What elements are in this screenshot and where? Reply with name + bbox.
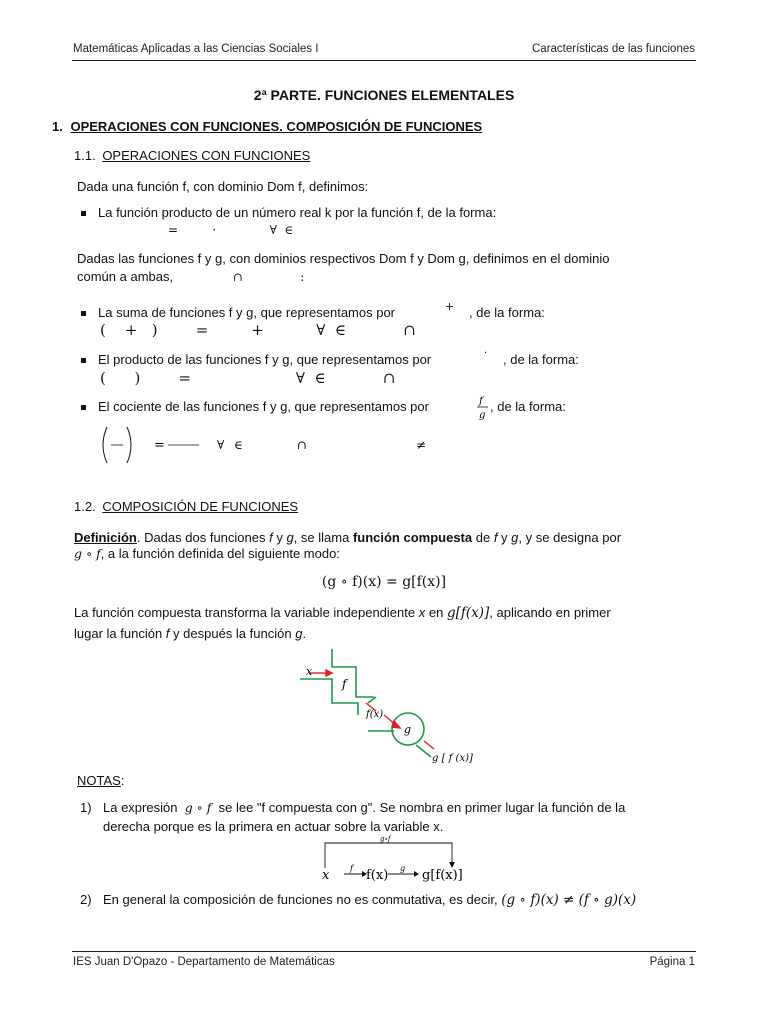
arrow-f-label: f bbox=[350, 864, 353, 873]
bullet-producto-real: La función producto de un número real k por la función f, de la forma: bbox=[98, 205, 497, 220]
arrow-x-label: x bbox=[322, 868, 330, 883]
nota-1-number: 1) bbox=[80, 800, 92, 815]
diagram-gfx-label: g [ f (x)] bbox=[432, 753, 473, 764]
bullet-cociente-end: , de la forma: bbox=[490, 399, 566, 414]
dadas-line-1: Dadas las funciones f y g, con dominios respectivos Dom f y Dom g, definimos en el dominio bbox=[77, 251, 610, 266]
transforma-text: lugar la función bbox=[74, 626, 163, 641]
formula-suma-remnant: ( + ) = + ∀ ∈ ∩ bbox=[100, 321, 416, 339]
definicion-line-2-text: , a la función definida del siguiente modo: bbox=[100, 546, 340, 561]
footer-right: Página 1 bbox=[649, 956, 695, 968]
nota-1-text: La expresión bbox=[103, 800, 178, 815]
bullet-marker bbox=[81, 358, 86, 363]
bullet-marker bbox=[81, 405, 86, 410]
formula-producto-remnant: ( ) = ∀ ∈ ∩ bbox=[100, 369, 396, 387]
definicion-line-2 bbox=[74, 546, 340, 561]
bullet-suma-end: , de la forma: bbox=[469, 305, 545, 320]
transforma-text: La función compuesta transforma la variable independiente bbox=[74, 605, 416, 620]
nota-1-text: se lee "f compuesta con g". Se nombra en primer lugar la función de la bbox=[218, 800, 626, 815]
definicion-text: . Dadas dos funciones bbox=[136, 530, 270, 545]
footer-rule bbox=[72, 951, 696, 952]
intro-paragraph: Dada una función f, con dominio Dom f, definimos: bbox=[77, 179, 369, 194]
svg-text:∈: ∈ bbox=[234, 438, 243, 452]
var-f: f bbox=[493, 530, 498, 545]
header-rule bbox=[72, 60, 696, 61]
expr-g-of-fx: g[f(x)] bbox=[446, 605, 490, 621]
funcion-compuesta-bold: función compuesta bbox=[352, 530, 473, 545]
definicion-text: , se llama bbox=[293, 530, 353, 545]
bullet-producto: El producto de las funciones f y g, que representamos por bbox=[98, 352, 432, 367]
section-1-number: 1. bbox=[52, 119, 63, 134]
var-x: x bbox=[418, 605, 426, 620]
definicion-paragraph bbox=[74, 530, 621, 545]
section-1-heading bbox=[52, 119, 482, 134]
subsection-1-2-number: 1.2. bbox=[74, 499, 96, 514]
svg-text:∀: ∀ bbox=[217, 438, 225, 452]
subsection-1-1-number: 1.1. bbox=[74, 148, 96, 163]
bullet-marker bbox=[81, 211, 86, 216]
notas-heading bbox=[77, 773, 124, 788]
svg-text:∩: ∩ bbox=[297, 438, 308, 452]
section-1-title: OPERACIONES CON FUNCIONES. COMPOSICIÓN DE FUNCIONES bbox=[70, 119, 483, 134]
arrow-fx-label: f(x) bbox=[366, 868, 389, 883]
var-g: g bbox=[286, 530, 294, 545]
formula-kf-remnant: = · ∀ ∈ bbox=[168, 223, 294, 237]
suma-plus-symbol: + bbox=[445, 300, 455, 313]
composition-arrow-diagram bbox=[318, 834, 478, 888]
svg-text:≠: ≠ bbox=[416, 438, 427, 452]
nota-1-line-2: derecha porque es la primera en actuar sobre la variable x. bbox=[103, 819, 444, 834]
conj-y: y bbox=[272, 530, 287, 545]
header-right: Características de las funciones bbox=[532, 43, 695, 55]
producto-dot-symbol: · bbox=[484, 348, 488, 359]
header-left: Matemáticas Aplicadas a las Ciencias Sociales I bbox=[73, 43, 319, 55]
definicion-text: de bbox=[472, 530, 494, 545]
fraction-f-over-g-icon bbox=[476, 393, 490, 423]
subsection-1-2-heading bbox=[74, 499, 298, 514]
nota-2-text: En general la composición de funciones no es conmutativa, es decir, bbox=[103, 892, 498, 907]
bullet-suma: La suma de funciones f y g, que representamos por bbox=[98, 305, 396, 320]
bullet-producto-end: , de la forma: bbox=[503, 352, 579, 367]
bullet-cociente: El cociente de las funciones f y g, que representamos por bbox=[98, 399, 429, 414]
diagram-fx-label: f(x) bbox=[366, 709, 384, 720]
transforma-text: y después la función bbox=[173, 626, 292, 641]
page-title: 2ª PARTE. FUNCIONES ELEMENTALES bbox=[253, 87, 515, 103]
nota-2-number: 2) bbox=[80, 892, 92, 907]
transforma-line-1 bbox=[74, 605, 611, 621]
var-g: g bbox=[511, 530, 519, 545]
svg-text:f: f bbox=[479, 396, 483, 407]
notas-label: NOTAS bbox=[77, 773, 121, 788]
subsection-1-1-title: OPERACIONES CON FUNCIONES bbox=[102, 148, 311, 163]
formula-composicion: (g ∘ f)(x) = g[f(x)] bbox=[321, 574, 447, 590]
transforma-rest: , aplicando en primer bbox=[489, 605, 611, 620]
subsection-1-1-heading bbox=[74, 148, 310, 163]
nota-1-line-1 bbox=[103, 800, 625, 815]
arrow-gfx-label: g[f(x)] bbox=[422, 868, 463, 883]
formula-no-conmutativa: (g ∘ f)(x) ≠ (f ∘ g)(x) bbox=[501, 892, 637, 908]
definicion-label: Definición bbox=[74, 530, 137, 545]
expr-g-comp-f: g ∘ f bbox=[74, 546, 101, 561]
var-f: f bbox=[269, 530, 273, 545]
svg-text:g: g bbox=[479, 410, 486, 421]
expr-g-comp-f: g ∘ f bbox=[184, 800, 212, 815]
nota-2-line bbox=[103, 892, 636, 908]
definicion-text: , y se designa por bbox=[518, 530, 622, 545]
conj-y: y bbox=[497, 530, 512, 545]
bullet-marker bbox=[81, 311, 86, 316]
footer-left: IES Juan D'Opazo - Departamento de Matemáticas bbox=[73, 956, 335, 968]
composition-machine-diagram bbox=[296, 645, 476, 770]
subsection-1-2-title: COMPOSICIÓN DE FUNCIONES bbox=[102, 499, 299, 514]
diagram-f-label: f bbox=[342, 677, 347, 691]
transforma-en: en bbox=[428, 605, 444, 620]
notas-colon: : bbox=[120, 773, 125, 788]
dadas-intersection-remnant: ∩ : bbox=[233, 270, 305, 284]
transforma-line-2: lugar la función f y después la función g. bbox=[74, 626, 307, 641]
diagram-x-label: x bbox=[306, 665, 313, 678]
diagram-g-label: g bbox=[404, 723, 412, 736]
arrow-g-label: g bbox=[400, 864, 406, 873]
var-g: g bbox=[295, 626, 303, 641]
arrow-gof-label: g∘f bbox=[380, 835, 391, 843]
dadas-line-2: común a ambas, bbox=[77, 269, 174, 284]
var-f: f bbox=[165, 626, 170, 641]
formula-cociente-remnant bbox=[98, 424, 438, 466]
svg-text:=: = bbox=[154, 438, 165, 453]
